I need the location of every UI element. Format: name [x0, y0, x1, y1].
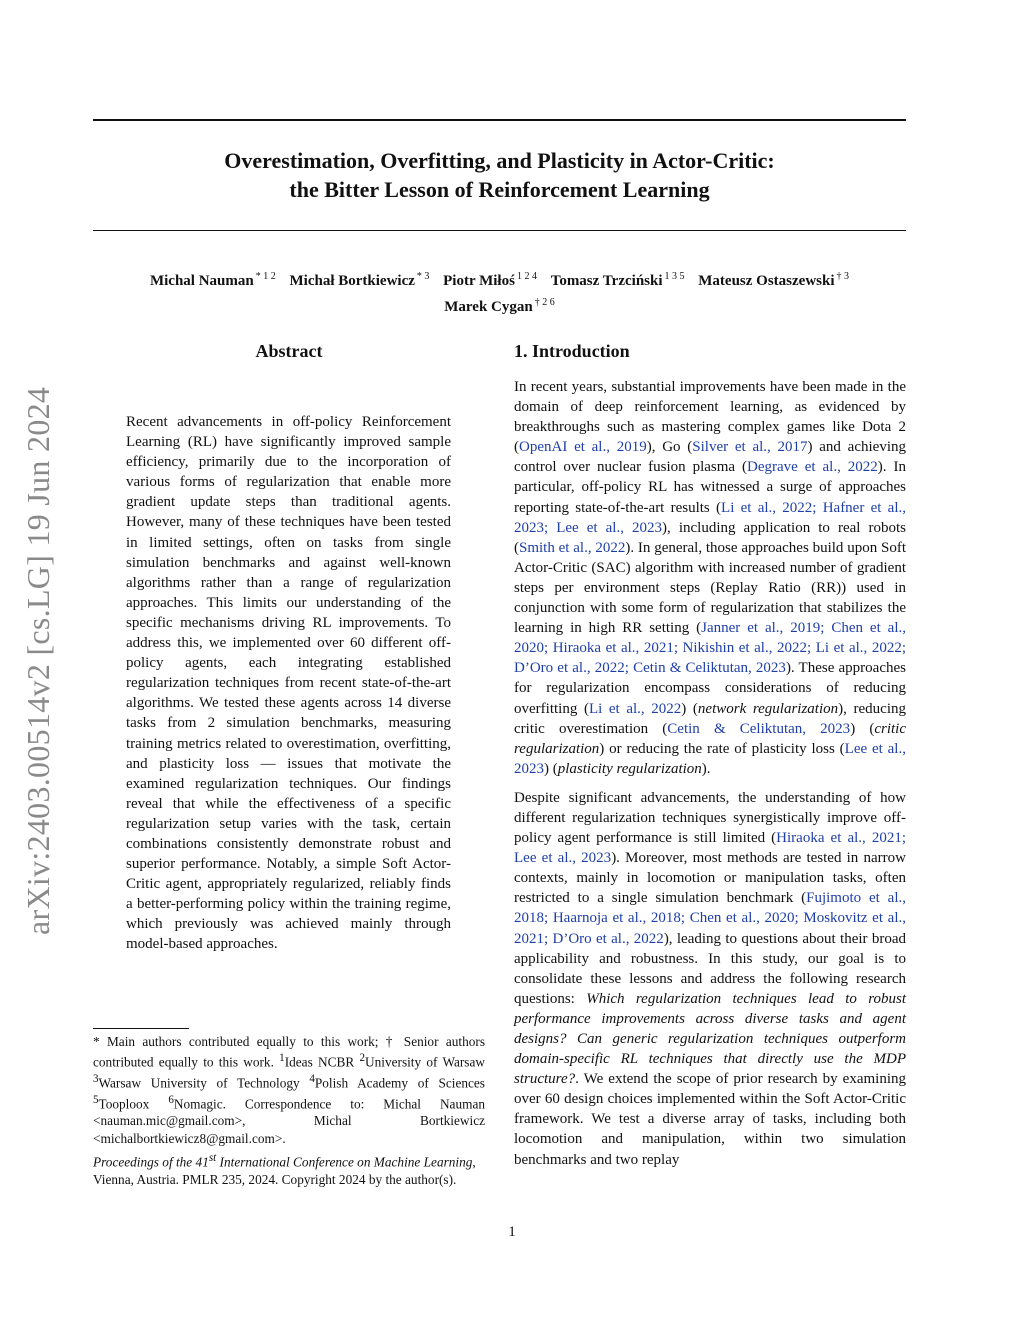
paragraph-text: ). In general, those approaches build upon Soft Actor-Critic (SAC) algorithm with increased number of gradient steps per environment steps (Replay Ratio (RR)) used in conjunction with some form of regularization that stabilizes the learning in high RR setting (	[514, 539, 907, 637]
author-name: Michal Nauman	[149, 273, 254, 289]
paragraph-text: In recent years, substantial improvements have been made in the domain of deep reinforcement learning, as evidenced by breakthroughs such as mastering complex games like Dota 2 (	[514, 379, 906, 456]
title-bottom-rule	[93, 230, 906, 231]
author-affiliation-marks: * 1 2	[255, 271, 276, 282]
introduction-body	[514, 377, 906, 1179]
citation-link[interactable]: Cetin & Celiktutan, 2023	[667, 720, 851, 737]
proceedings-prefix: Proceedings of the	[93, 1154, 196, 1170]
author-affiliation-marks: † 2 6	[534, 297, 555, 308]
paragraph-text: ) and achieving control over nuclear fusion plasma (	[514, 439, 906, 476]
author-name: Marek Cygan	[444, 299, 533, 315]
citation-link[interactable]: Fujimoto et al., 2018; Haarnoja et al., 2018; Chen et al., 2020; Moskovitz et al., 2021; D’Oro et al., 2022	[514, 890, 906, 947]
emphasized-text: critic regularization	[514, 720, 906, 757]
proceedings-note	[93, 1150, 485, 1188]
arxiv-identifier-stamp: arXiv:2403.00514v2 [cs.LG] 19 Jun 2024	[20, 386, 56, 935]
author	[150, 273, 276, 289]
paragraph-text: Despite significant advancements, the understanding of how different regularization techniques synergistically improve off-policy agent performance is still limited (	[514, 789, 906, 847]
citation-link[interactable]: Li et al., 2022; Hafner et al., 2023; Lee et al., 2023	[514, 499, 906, 536]
affiliation-text: University of Warsaw	[365, 1054, 485, 1070]
introduction-paragraph-2	[514, 788, 906, 1170]
emphasized-text: network regularization	[697, 700, 839, 717]
proceedings-edition: 41	[195, 1154, 209, 1170]
citation-link[interactable]: OpenAI et al., 2019	[519, 439, 647, 456]
citation-link[interactable]: Li et al., 2022	[588, 700, 682, 717]
affiliation-text: Tooploox	[98, 1096, 169, 1112]
proceedings-edition-suffix: st	[208, 1152, 217, 1164]
title-line-1: Overestimation, Overfitting, and Plasticity in Actor-Critic:	[224, 148, 775, 173]
author	[444, 299, 554, 315]
affiliation-number: 4	[309, 1073, 315, 1086]
footnote-rule	[93, 1028, 189, 1029]
paragraph-text: ), including application to real robots (	[514, 519, 907, 556]
proceedings-details: , Vienna, Austria. PMLR 235, 2024. Copyright 2024 by the author(s).	[93, 1154, 476, 1187]
paragraph-text: ).	[701, 760, 711, 777]
affiliation-text: Nomagic. Correspondence to: Michal Nauman <nauman.mic@gmail.com>, Michal Bortkiewicz <michalbortkiewicz8@gmail.com>.	[93, 1096, 485, 1146]
introduction-paragraph-1	[514, 377, 906, 779]
citation-link[interactable]: Lee et al., 2023	[514, 740, 906, 777]
paragraph-text: ). These approaches for regularization encompass considerations of reducing overfitting (	[514, 660, 906, 717]
affiliations-footnote	[93, 1033, 485, 1147]
paragraph-text: ) (	[681, 700, 698, 717]
introduction-heading: 1. Introduction	[514, 341, 630, 361]
author	[443, 273, 537, 289]
abstract-heading: Abstract	[255, 341, 323, 361]
paragraph-text: ). In particular, off-policy RL has witnessed a surge of approaches reporting state-of-the-art results (	[514, 459, 906, 516]
author	[698, 273, 849, 289]
paragraph-text: ), leading to questions about their broad applicability and robustness. In this study, our goal is to consolidate these lessons and address the following research questions:	[514, 930, 906, 1007]
proceedings-venue: International Conference on Machine Learning	[216, 1154, 473, 1170]
affiliation-number: 2	[359, 1052, 366, 1065]
citation-link[interactable]: Silver et al., 2017	[692, 439, 808, 456]
paragraph-text: ) or reducing the rate of plasticity loss (	[599, 740, 845, 757]
paper-title	[93, 146, 906, 204]
author-affiliation-marks: 1 3 5	[664, 271, 685, 282]
paragraph-text: ), reducing critic overestimation (	[514, 700, 906, 737]
emphasized-text: Which regularization techniques lead to robust performance improvements across diverse tasks and agent designs? Can generic regularization techniques outperform domain-specific RL techniques that directly use the MDP structure?	[514, 990, 907, 1088]
affiliation-text: Ideas NCBR	[284, 1054, 360, 1070]
author-affiliation-marks: 1 2 4	[516, 271, 537, 282]
paragraph-text: ) (	[850, 720, 875, 737]
paragraph-text: . We extend the scope of prior research by examining over 60 design choices implemented within the Soft Actor-Critic framework. We test a diverse array of tasks, including both locomotion and manipulation, within two simulation benchmarks and two replay	[514, 1071, 906, 1168]
affiliation-number: 3	[93, 1073, 99, 1086]
emphasized-text: plasticity regularization	[557, 760, 702, 777]
citation-link[interactable]: Degrave et al., 2022	[747, 459, 878, 476]
author-name: Tomasz Trzciński	[550, 273, 663, 289]
author	[290, 273, 430, 289]
title-line-2: the Bitter Lesson of Reinforcement Learning	[289, 177, 710, 202]
abstract-body: Recent advancements in off-policy Reinforcement Learning (RL) have significantly improved sample efficiency, primarily due to the incorporation of various forms of regularization that enable more gradient update steps than traditional agents. However, many of these techniques have been tested in limited settings, often on tasks from single simulation benchmarks and against well-known algorithms rather than a range of regularization approaches. This limits our understanding of the specific mechanisms driving RL improvements. To address this, we implemented over 60 different off-policy agents, each integrating established regularization techniques from recent state-of-the-art algorithms. We tested these agents across 14 diverse tasks from 2 simulation benchmarks, measuring training metrics related to overestimation, overfitting, and plasticity loss — issues that motivate the examined regularization techniques. Our findings reveal that while the effectiveness of a specific regularization setup varies with the task, certain combinations consistently demonstrate robust and superior performance. Notably, a simple Soft Actor-Critic agent, appropriately regularized, reliably finds a better-performing policy within the training regime, which previously was achieved mainly through model-based approaches.	[126, 414, 451, 953]
author	[551, 273, 685, 289]
affiliation-text: Warsaw University of Technology	[98, 1075, 310, 1091]
author-affiliation-marks: † 3	[836, 271, 849, 282]
affiliation-number: 6	[168, 1093, 174, 1106]
citation-link[interactable]: Janner et al., 2019; Chen et al., 2020; Hiraoka et al., 2021; Nikishin et al., 2022; Li et al., 2022; D’Oro et al., 2022; Cetin & Celiktutan, 2023	[514, 620, 907, 677]
author-affiliation-marks: * 3	[416, 271, 430, 282]
author-name: Michał Bortkiewicz	[289, 273, 415, 289]
author-name: Mateusz Ostaszewski	[698, 273, 835, 289]
paragraph-text: ), Go (	[646, 439, 693, 456]
paragraph-text: ) (	[544, 760, 558, 777]
page-number: 1	[508, 1224, 516, 1240]
citation-link[interactable]: Smith et al., 2022	[519, 539, 626, 556]
paragraph-text: ). Moreover, most methods are tested in narrow contexts, mainly in locomotion or manipulation tasks, often restricted to a single simulation benchmark (	[514, 850, 906, 907]
footnote-equal-contribution: * Main authors contributed equally to this work; † Senior authors contributed equally to this work.	[93, 1034, 485, 1070]
citation-link[interactable]: Hiraoka et al., 2021; Lee et al., 2023	[514, 830, 906, 867]
affiliation-text: Polish Academy of Sciences	[314, 1075, 485, 1091]
author-list	[93, 266, 906, 318]
author-name: Piotr Miłoś	[443, 273, 515, 289]
affiliation-number: 1	[279, 1052, 285, 1065]
affiliation-number: 5	[93, 1093, 99, 1106]
title-top-rule	[93, 119, 906, 121]
